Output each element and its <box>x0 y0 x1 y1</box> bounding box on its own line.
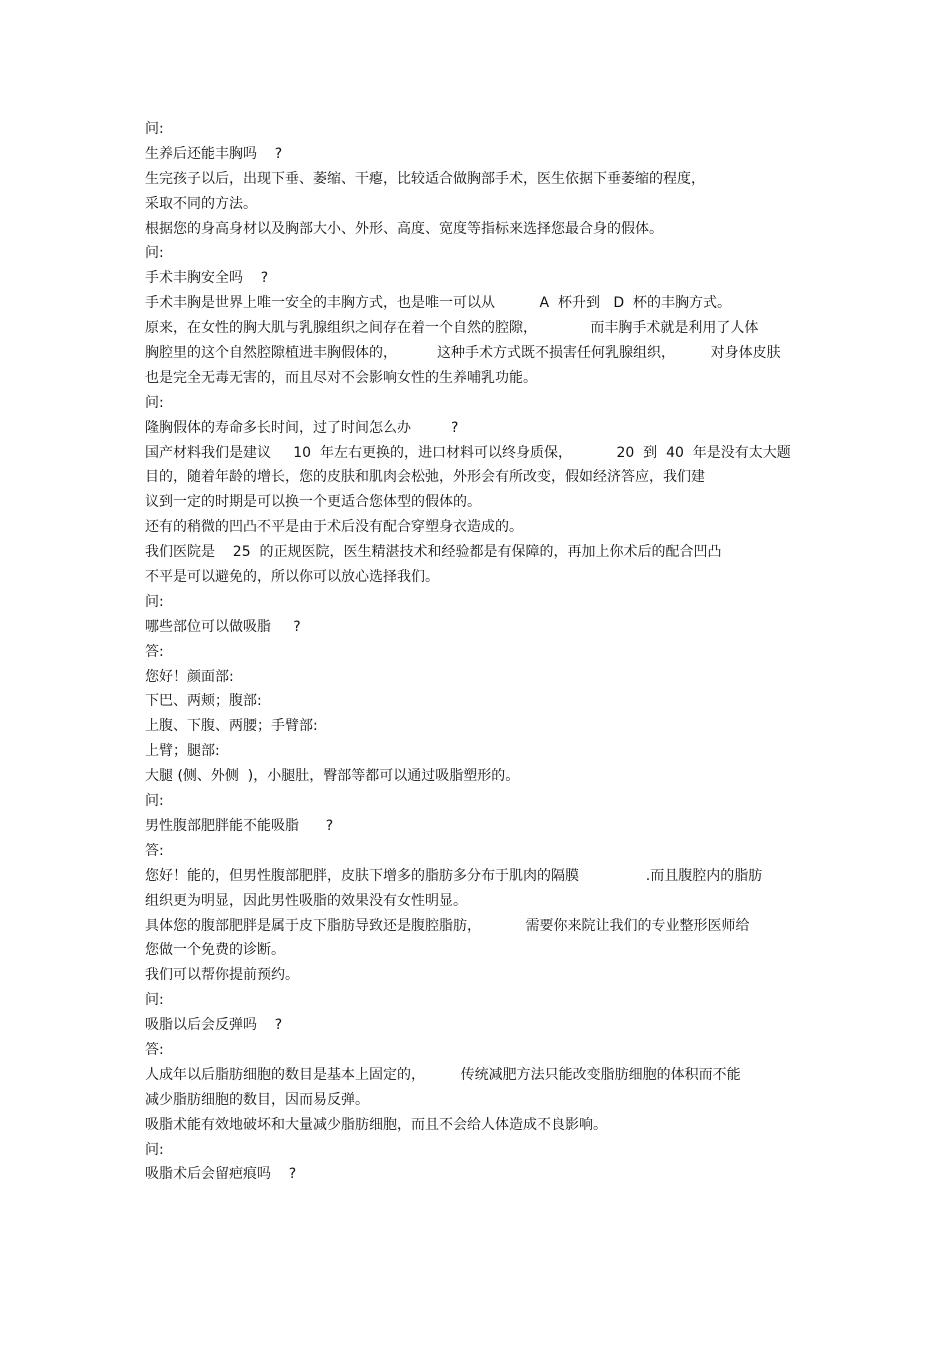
text-line: 目的，随着年龄的增长，您的皮肤和肌肉会松弛，外形会有所改变，假如经济答应，我们建 <box>145 469 705 486</box>
text-line: 原来，在女性的胸大肌与乳腺组织之间存在着一个自然的腔隙， 而丰胸手术就是利用了人体 <box>145 320 759 337</box>
text-line: 男性腹部肥胖能不能吸脂 ? <box>145 817 334 834</box>
text-line: 人成年以后脂肪细胞的数目是基本上固定的， 传统减肥方法只能改变脂肪细胞的体积而不能 <box>145 1066 741 1083</box>
text-line: 采取不同的方法。 <box>145 195 257 212</box>
text-line: 隆胸假体的寿命多长时间，过了时间怎么办 ? <box>145 419 459 436</box>
text-line: 答: <box>145 1041 164 1058</box>
text-line: 手术丰胸是世界上唯一安全的丰胸方式，也是唯一可以从 A 杯升到 D 杯的丰胸方式。 <box>145 295 732 312</box>
text-line: 答: <box>145 643 164 660</box>
text-line: 哪些部位可以做吸脂 ? <box>145 618 301 635</box>
text-line: 您做一个免费的诊断。 <box>145 942 285 959</box>
text-line: 不平是可以避免的，所以你可以放心选择我们。 <box>145 569 439 586</box>
text-line: 手术丰胸安全吗 ? <box>145 270 269 287</box>
text-line: 下巴、两颊；腹部: <box>145 693 262 710</box>
text-line: 问: <box>145 793 164 810</box>
text-line: 我们医院是 25 的正规医院，医生精湛技术和经验都是有保障的，再加上你术后的配合凹凸 <box>145 544 722 561</box>
text-line: 问: <box>145 1141 164 1158</box>
text-line: 您好！能的，但男性腹部肥胖，皮肤下增多的脂肪多分布于肌肉的隔膜 .而且腹腔内的脂肪 <box>145 867 763 884</box>
text-line: 也是完全无毒无害的，而且尽对不会影响女性的生养哺乳功能。 <box>145 369 537 386</box>
text-line: 减少脂肪细胞的数目，因而易反弹。 <box>145 1091 369 1108</box>
text-line: 还有的稍微的凹凸不平是由于术后没有配合穿塑身衣造成的。 <box>145 519 523 536</box>
text-line: 根据您的身高身材以及胸部大小、外形、高度、宽度等指标来选择您最合身的假体。 <box>145 220 663 237</box>
text-line: 大腿 (侧、外侧 )，小腿肚，臀部等都可以通过吸脂塑形的。 <box>145 768 520 785</box>
text-line: 吸脂术能有效地破坏和大量减少脂肪细胞，而且不会给人体造成不良影响。 <box>145 1116 607 1133</box>
text-line: 生完孩子以后，出现下垂、萎缩、干瘪，比较适合做胸部手术，医生依据下垂萎缩的程度， <box>145 170 705 187</box>
text-line: 答: <box>145 842 164 859</box>
text-line: 生养后还能丰胸吗 ? <box>145 145 283 162</box>
text-line: 问: <box>145 394 164 411</box>
document-body <box>145 117 825 1187</box>
text-line: 具体您的腹部肥胖是属于皮下脂肪导致还是腹腔脂肪， 需要你来院让我们的专业整形医师给 <box>145 917 750 934</box>
text-line: 问: <box>145 992 164 1009</box>
text-line: 国产材料我们是建议 10 年左右更换的，进口材料可以终身质保， 20 到 40 年是没有太大题 <box>145 444 791 461</box>
text-line: 议到一定的时期是可以换一个更适合您体型的假体的。 <box>145 494 481 511</box>
text-line: 您好！颜面部: <box>145 668 234 685</box>
text-line: 胸腔里的这个自然腔隙植进丰胸假体的， 这种手术方式既不损害任何乳腺组织， 对身体皮肤 <box>145 345 781 362</box>
text-line: 组织更为明显，因此男性吸脂的效果没有女性明显。 <box>145 892 467 909</box>
text-line: 上臂；腿部: <box>145 743 220 760</box>
text-line: 问: <box>145 593 164 610</box>
text-line: 我们可以帮你提前预约。 <box>145 967 299 984</box>
text-line: 上腹、下腹、两腰；手臂部: <box>145 718 318 735</box>
text-line: 问: <box>145 245 164 262</box>
text-line: 问: <box>145 121 164 137</box>
text-line: 吸脂术后会留疤痕吗 ? <box>145 1166 297 1183</box>
text-line: 吸脂以后会反弹吗 ? <box>145 1017 283 1034</box>
